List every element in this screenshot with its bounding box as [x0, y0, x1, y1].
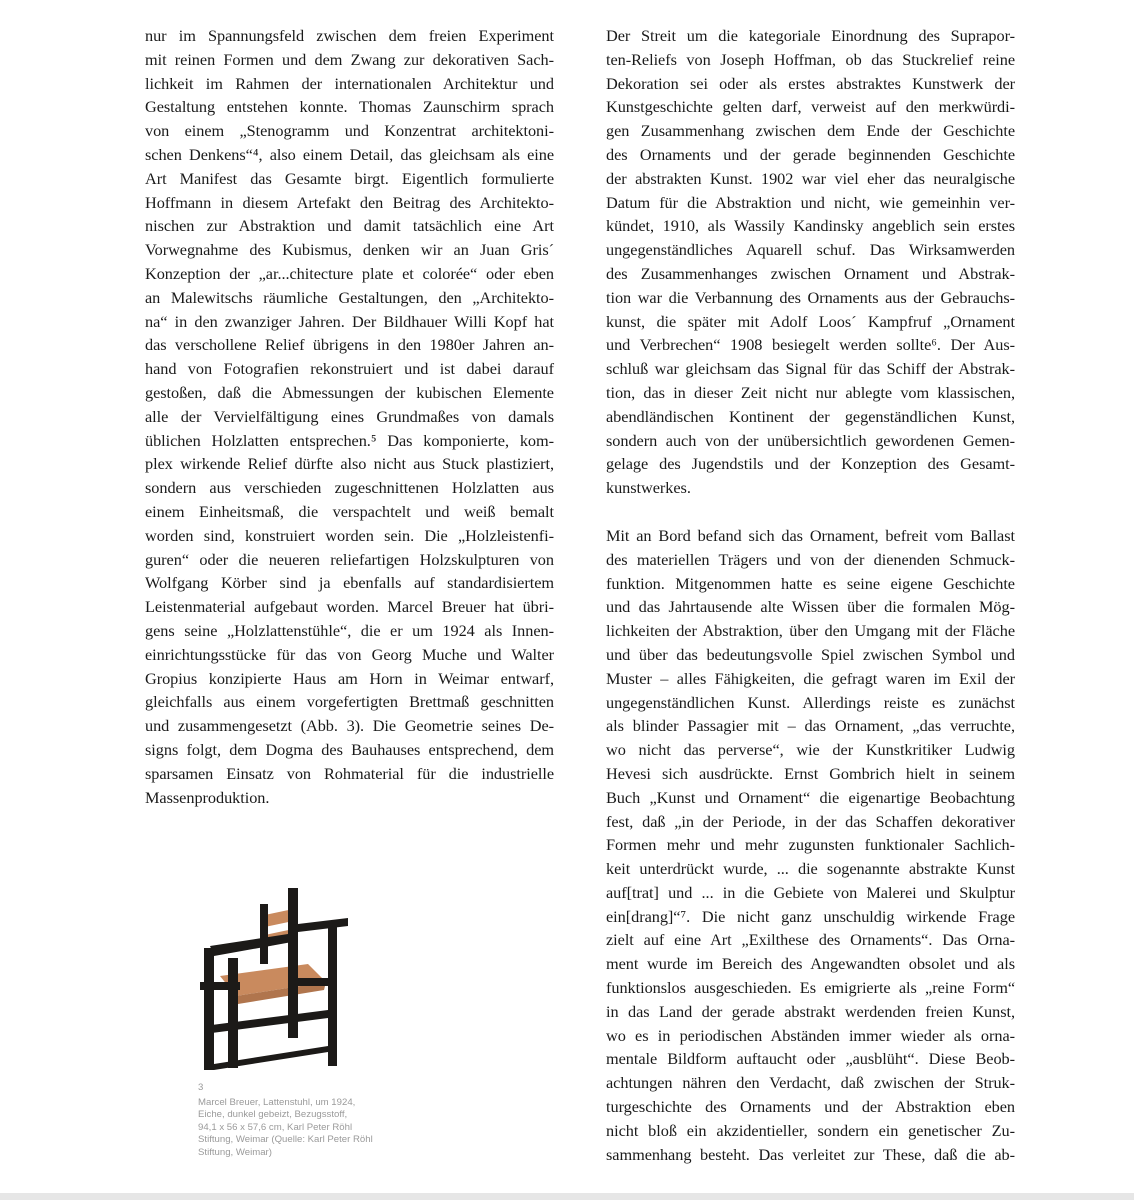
- text-line: kunst, die später mit Adolf Loos´ Kampfruf „Ornament: [606, 311, 1015, 331]
- text-line: funktionslos ausgeschieden. Es emigrierte als „reine Form“: [606, 978, 1015, 998]
- paragraph: [606, 524, 1015, 1167]
- text-line: und Verbrechen“ 1908 besiegelt werden sollte⁶. Der Aus-: [606, 335, 1015, 355]
- paragraph: [606, 24, 1015, 500]
- text-line: kunstwerkes.: [606, 478, 691, 498]
- text-line: Gestaltung entstehen konnte. Thomas Zaunschirm sprach: [145, 97, 554, 117]
- text-line: und zusammengesetzt (Abb. 3). Die Geometrie seines De-: [145, 716, 554, 736]
- right-text-column: [606, 24, 1015, 1166]
- caption-line: Eiche, dunkel gebeizt, Bezugsstoff,: [198, 1109, 348, 1121]
- text-line: wo es in periodischen Abständen immer wieder als orna-: [606, 1025, 1015, 1045]
- text-line: ungegenständliches Aquarell schuf. Das Wirksamwerden: [606, 240, 1015, 260]
- caption-line: 94,1 x 56 x 57,6 cm, Karl Peter Röhl: [198, 1121, 353, 1133]
- text-line: tion war die Verbannung des Ornaments aus der Gebrauchs-: [606, 287, 1015, 307]
- paragraph-gap: [606, 500, 1015, 524]
- text-line: gelage des Jugendstils und der Konzeption des Gesamt-: [606, 454, 1015, 474]
- text-line: ten-Reliefs von Joseph Hoffman, ob das Stuckrelief reine: [606, 49, 1015, 69]
- text-line: plex wirkende Relief dürfte also nicht aus Stuck plastiziert,: [145, 454, 554, 474]
- text-line: tion, das in dieser Zeit nicht nur ablegte vom klassischen,: [606, 382, 1015, 402]
- text-line: keit unterdrückt wurde, ... die sogenannte abstrakte Kunst: [606, 859, 1015, 879]
- text-line: Formen mehr und mehr zugunsten funktionaler Sachlich-: [606, 835, 1015, 855]
- text-line: Hoffmann in diesem Artefakt den Beitrag des Architekto-: [145, 192, 554, 212]
- text-line: Der Streit um die kategoriale Einordnung des Suprapor-: [606, 26, 1015, 45]
- text-line: signs folgt, dem Dogma des Bauhauses entsprechend, dem: [145, 739, 554, 759]
- text-line: sondern aus verschieden zugeschnittenen Holzlatten aus: [145, 478, 554, 498]
- text-line: Konzeption der „ar...chitecture plate et colorée“ oder eben: [145, 263, 554, 283]
- text-line: einrichtungsstücke für das von Georg Muche und Walter: [145, 644, 554, 664]
- text-line: Dekoration sei oder als erstes abstraktes Kunstwerk der: [606, 73, 1015, 93]
- figure-caption: [198, 1082, 398, 1160]
- text-line: Wolfgang Körber sind ja ebenfalls auf standardisiertem: [145, 573, 554, 593]
- text-line: des Zusammenhanges zwischen Ornament und Abstrak-: [606, 263, 1015, 283]
- text-line: sondern auch von der unübersichtlich gewordenen Gemen-: [606, 430, 1015, 450]
- text-line: ungegenständlichen Kunst. Allerdings reiste es zunächst: [606, 692, 1015, 712]
- text-line: von einem „Stenogramm und Konzentrat architektoni-: [145, 121, 554, 141]
- caption-line: Stiftung, Weimar (Quelle: Karl Peter Röhl: [198, 1134, 373, 1146]
- text-line: Gropius konzipierte Haus am Horn in Weimar entwarf,: [145, 668, 554, 688]
- text-line: Hevesi sich ausdrückte. Ernst Gombrich hielt in seinem: [606, 763, 1015, 783]
- figure-number: 3: [198, 1082, 204, 1093]
- text-line: gen Zusammenhang zwischen dem Ende der Geschichte: [606, 121, 1015, 141]
- text-line: üblichen Holzlatten entsprechen.⁵ Das komponierte, kom-: [145, 430, 554, 450]
- text-line: des Ornaments und der gerade beginnenden Geschichte: [606, 144, 1015, 164]
- text-line: abendländischen Kontinent der gegenständlichen Kunst,: [606, 406, 1015, 426]
- text-line: Vorwegnahme des Kubismus, denken wir an Juan Gris´: [145, 240, 554, 260]
- text-line: nur im Spannungsfeld zwischen dem freien Experiment: [145, 26, 554, 45]
- text-line: gestoßen, daß die Abmessungen der kubischen Elemente: [145, 382, 554, 402]
- left-text-column: [145, 24, 554, 809]
- text-line: des materiellen Trägers und von der dienenden Schmuck-: [606, 549, 1015, 569]
- text-line: einem Einheitsmaß, die verspachtelt und weiß bemalt: [145, 501, 554, 521]
- text-line: Leistenmaterial aufgebaut worden. Marcel Breuer hat übri-: [145, 597, 554, 617]
- page-bottom-edge: [0, 1193, 1134, 1200]
- text-line: zielt auf eine Art „Exilthese des Ornaments“. Das Orna-: [606, 930, 1015, 950]
- text-line: guren“ oder die neueren reliefartigen Holzskulpturen von: [145, 549, 554, 569]
- caption-line: Stiftung, Weimar): [198, 1146, 272, 1158]
- text-line: alle der Vervielfältigung eines Grundmaßes von damals: [145, 406, 554, 426]
- text-line: Mit an Bord befand sich das Ornament, befreit vom Ballast: [606, 525, 1015, 545]
- text-line: funktion. Mitgenommen hatte es seine eigene Geschichte: [606, 573, 1015, 593]
- text-line: an Malewitschs räumliche Gestaltungen, den „Architekto-: [145, 287, 554, 307]
- text-line: achtungen nähren den Verdacht, daß zwischen der Struk-: [606, 1073, 1015, 1093]
- text-line: auf[trat] und ... in die Gebiete von Malerei und Skulptur: [606, 882, 1015, 902]
- text-line: Massenproduktion.: [145, 787, 270, 807]
- text-line: mit reinen Formen und dem Zwang zur dekorativen Sach-: [145, 49, 554, 69]
- text-line: worden sind, konstruiert worden sein. Die „Holzleistenfi-: [145, 525, 554, 545]
- text-line: und das Jahrtausende alte Wissen über die formalen Mög-: [606, 597, 1015, 617]
- text-line: gens seine „Holzlattenstühle“, die er um 1924 als Innen-: [145, 620, 554, 640]
- text-line: mentale Bildform auftaucht oder „ausblüht“. Diese Beob-: [606, 1049, 1015, 1069]
- text-line: der abstrakten Kunst. 1902 war viel eher das neuralgische: [606, 168, 1015, 188]
- text-line: schluß war gleichsam das Signal für das Schiff der Abstrak-: [606, 359, 1015, 379]
- text-line: nicht bloß ein akzidentieller, sondern ein genetischer Zu-: [606, 1120, 1015, 1140]
- text-line: turgeschichte des Ornaments und der Abstraktion eben: [606, 1097, 1015, 1117]
- text-line: das verschollene Relief übrigens in den 1980er Jahren an-: [145, 335, 554, 355]
- text-line: wo nicht das perverse“, wie der Kunstkritiker Ludwig: [606, 740, 1015, 760]
- text-line: Art Manifest das Gesamte birgt. Eigentlich formulierte: [145, 168, 554, 188]
- text-line: Muster – alles Fähigkeiten, die gefragt waren im Exil der: [606, 668, 1015, 688]
- text-line: na“ in den zwanziger Jahren. Der Bildhauer Willi Kopf hat: [145, 311, 554, 331]
- text-line: in das Land der gerade abstrakt werdenden freien Kunst,: [606, 1001, 1015, 1021]
- text-line: Kunstgeschichte gelten darf, verweist auf den merkwürdi-: [606, 97, 1015, 117]
- text-line: als blinder Passagier mit – das Ornament, „das verruchte,: [606, 716, 1015, 736]
- text-line: ment wurde im Bereich des Angewandten obsolet und als: [606, 954, 1015, 974]
- text-line: lichkeit im Rahmen der internationalen Architektur und: [145, 73, 554, 93]
- text-line: fest, daß „in der Periode, in der das Schaffen dekorativer: [606, 811, 1015, 831]
- text-line: und über das bedeutungsvolle Spiel zwischen Symbol und: [606, 644, 1015, 664]
- chair-image: [198, 886, 368, 1076]
- text-line: sparsamen Einsatz von Rohmaterial für die industrielle: [145, 763, 554, 783]
- text-line: sammenhang besteht. Das verleitet zur These, daß die ab-: [606, 1144, 1015, 1164]
- text-line: hand von Fotografien rekonstruiert und ist dabei darauf: [145, 359, 554, 379]
- text-line: ein[drang]“⁷. Die nicht ganz unschuldig wirkende Frage: [606, 906, 1015, 926]
- caption-line: Marcel Breuer, Lattenstuhl, um 1924,: [198, 1096, 356, 1108]
- text-line: Datum für die Abstraktion und nicht, wie gemeinhin ver-: [606, 192, 1015, 212]
- text-line: kündet, 1910, als Wassily Kandinsky angeblich sein erstes: [606, 216, 1015, 236]
- text-line: schen Denkens“⁴, also einem Detail, das gleichsam als eine: [145, 144, 554, 164]
- text-line: gleichfalls aus einem vorgefertigten Brettmaß geschnitten: [145, 692, 554, 712]
- text-line: Buch „Kunst und Ornament“ die eigenartige Beobachtung: [606, 787, 1015, 807]
- text-line: lichkeiten der Abstraktion, über den Umgang mit der Fläche: [606, 621, 1015, 641]
- text-line: nischen zur Abstraktion und damit tatsächlich eine Art: [145, 216, 554, 236]
